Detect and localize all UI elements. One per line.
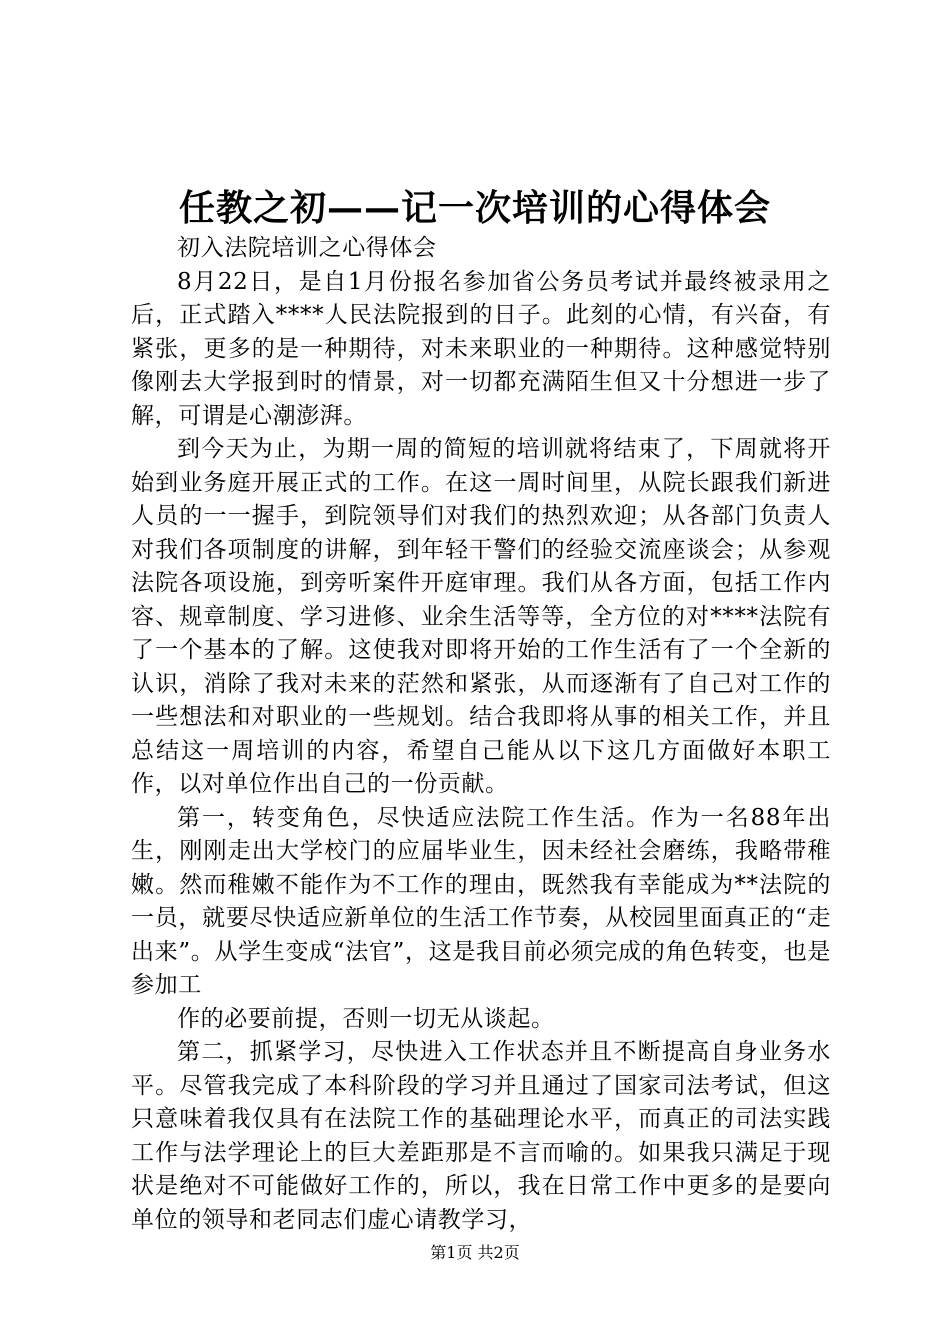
body-paragraph: 第二，抓紧学习，尽快进入工作状态并且不断提高自身业务水平。尽管我完成了本科阶段的学习并且通过了国家司法考试，但这只意味着我仅具有在法院工作的基础理论水平，而真正的司法实践工作与法学理论上的巨大差距那是不言而喻的。如果我只满足于现状是绝对不可能做好工作的，所以，我在日常工作中更多的是要向单位的领导和老同志们虚心请教学习， — [131, 1039, 831, 1233]
body-paragraph: 第一，转变角色，尽快适应法院工作生活。作为一名88年出生，刚刚走出大学校门的应届毕业生，因未经社会磨练，我略带稚嫩。然而稚嫩不能作为不工作的理由，既然我有幸能成为**法院的一员，就要尽快适应新单位的生活工作节奏，从校园里面真正的“走出来”。从学生变成“法官”，这是我目前必须完成的角色转变，也是参加工 — [131, 804, 831, 998]
document-body — [131, 232, 831, 1237]
body-paragraph: 作的必要前提，否则一切无从谈起。 — [177, 1005, 555, 1032]
document-title: 任教之初——记一次培训的心得体会 — [178, 187, 771, 229]
subtitle-paragraph: 初入法院培训之心得体会 — [177, 235, 437, 261]
page-footer: 第1页 共2页 — [430, 1243, 520, 1262]
body-paragraph: 8月22日，是自1月份报名参加省公务员考试并最终被录用之后，正式踏入****人民法院报到的日子。此刻的心情，有兴奋，有紧张，更多的是一种期待，对未来职业的一种期待。这种感觉特别像刚去大学报到时的情景，对一切都充满陌生但又十分想进一步了解，可谓是心潮澎湃。 — [131, 268, 831, 429]
body-paragraph: 到今天为止，为期一周的简短的培训就将结束了，下周就将开始到业务庭开展正式的工作。在这一周时间里，从院长跟我们新进人员的一一握手，到院领导们对我们的热烈欢迎；从各部门负责人对我们各项制度的讲解，到年轻干警们的经验交流座谈会；从参观法院各项设施，到旁听案件开庭审理。我们从各方面，包括工作内容、规章制度、学习进修、业余生活等等，全方位的对****法院有了一个基本的了解。这使我对即将开始的工作生活有了一个全新的认识，消除了我对未来的茫然和紧张，从而逐渐有了自己对工作的一些想法和对职业的一些规划。结合我即将从事的相关工作，并且总结这一周培训的内容，希望自己能从以下这几方面做好本职工作，以对单位作出自己的一份贡献。 — [131, 436, 831, 797]
